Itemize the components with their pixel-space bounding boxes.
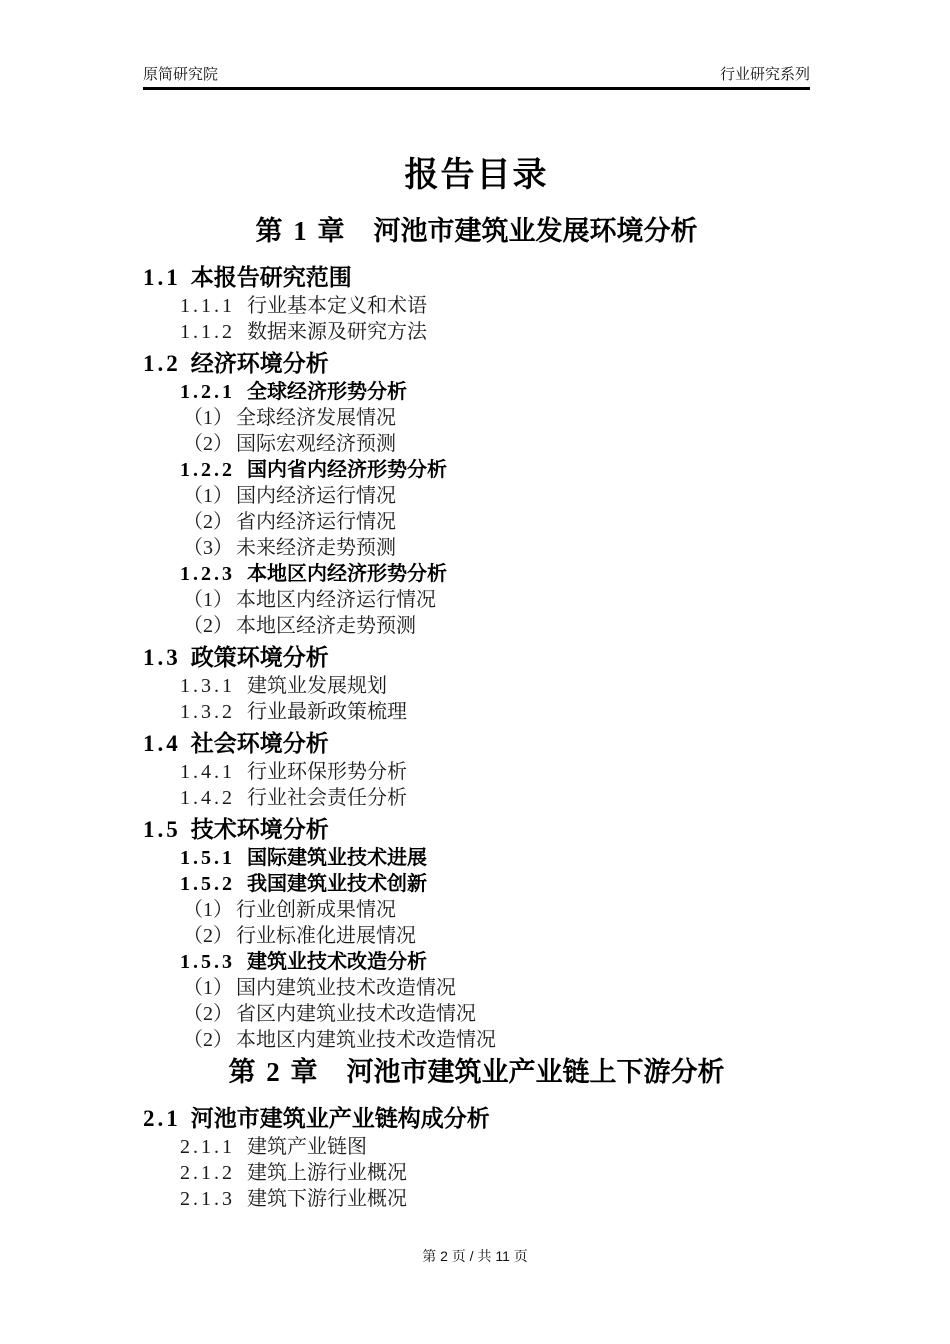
- toc-item-num: 2.1.2: [180, 1162, 235, 1185]
- toc-item: [143, 845, 810, 871]
- toc-item-text: 本地区内建筑业技术改造情况: [236, 1029, 496, 1052]
- toc-item: [143, 293, 810, 319]
- toc-section-num: 2.1: [143, 1106, 181, 1132]
- toc-item: [143, 1186, 810, 1212]
- toc-section-num: 1.3: [143, 645, 181, 671]
- toc-item-num: （1）: [183, 589, 233, 612]
- toc-item: [143, 457, 810, 483]
- toc-item-text: 省区内建筑业技术改造情况: [236, 1003, 476, 1026]
- toc-section-num: 1.5: [143, 817, 181, 843]
- toc-item: [143, 785, 810, 811]
- toc-item-text: 行业创新成果情况: [236, 899, 396, 922]
- toc-item-text: 全球经济发展情况: [236, 407, 396, 430]
- toc-section-title: 社会环境分析: [190, 731, 329, 757]
- toc-item-num: （2）: [183, 511, 233, 534]
- toc-section-num: 1.4: [143, 731, 181, 757]
- toc-item-text: 建筑业发展规划: [247, 675, 387, 698]
- toc-item-num: （2）: [183, 925, 233, 948]
- toc-item: [143, 379, 810, 405]
- toc-item: [143, 1134, 810, 1160]
- toc-item: [143, 1027, 810, 1053]
- toc-content: [143, 0, 810, 1212]
- toc-item-text: 国内经济运行情况: [236, 485, 396, 508]
- toc-item: [143, 1160, 810, 1186]
- toc-item-text: 本地区内经济运行情况: [236, 589, 436, 612]
- toc-item-num: 1.4.1: [180, 761, 235, 784]
- toc-item-num: 1.5.3: [180, 951, 235, 974]
- toc-item-text: 未来经济走势预测: [236, 537, 396, 560]
- toc-item-num: 2.1.1: [180, 1136, 235, 1159]
- chapter-title: 河池市建筑业发展环境分析: [373, 216, 698, 247]
- chapter-heading-1: [143, 216, 810, 247]
- toc-item-text: 行业最新政策梳理: [247, 701, 407, 724]
- toc-item-num: 1.2.3: [180, 563, 235, 586]
- toc-item-num: （1）: [183, 899, 233, 922]
- toc-item-num: 1.5.2: [180, 873, 235, 896]
- toc-item: [143, 897, 810, 923]
- toc-item-num: （3）: [183, 537, 233, 560]
- toc-section-num: 1.1: [143, 265, 181, 291]
- header-left-label: 原简研究院: [143, 66, 219, 83]
- toc-section-title: 河池市建筑业产业链构成分析: [190, 1106, 490, 1132]
- toc-item: [143, 699, 810, 725]
- toc-item: [143, 483, 810, 509]
- toc-item-text: 数据来源及研究方法: [247, 321, 427, 344]
- toc-item-text: 建筑下游行业概况: [247, 1188, 407, 1211]
- page-number: 第 2 页 / 共 11 页: [422, 1248, 528, 1264]
- toc-section-heading: [143, 349, 810, 379]
- toc-item-text: 国内建筑业技术改造情况: [236, 977, 456, 1000]
- chapter-title: 河池市建筑业产业链上下游分析: [346, 1057, 725, 1088]
- toc-item-num: （1）: [183, 407, 233, 430]
- toc-item-text: 全球经济形势分析: [247, 381, 407, 404]
- chapter-heading-2: [143, 1057, 810, 1088]
- toc-item: [143, 613, 810, 639]
- toc-item-text: 建筑产业链图: [247, 1136, 367, 1159]
- toc-item: [143, 923, 810, 949]
- toc-item: [143, 509, 810, 535]
- toc-item: [143, 871, 810, 897]
- toc-section-title: 技术环境分析: [190, 817, 329, 843]
- toc-item-text: 国际建筑业技术进展: [247, 847, 427, 870]
- chapter-label: 第 1 章: [255, 216, 347, 247]
- toc-item: [143, 673, 810, 699]
- toc-item-num: （2）: [183, 433, 233, 456]
- toc-section-heading: [143, 263, 810, 293]
- toc-item-num: 2.1.3: [180, 1188, 235, 1211]
- toc-section-title: 本报告研究范围: [190, 265, 352, 291]
- toc-item-text: 行业标准化进展情况: [236, 925, 416, 948]
- toc-item: [143, 949, 810, 975]
- header-right-label: 行业研究系列: [719, 66, 810, 83]
- toc-section-heading: [143, 729, 810, 759]
- doc-title: 报告目录: [404, 157, 549, 194]
- toc-section-title: 政策环境分析: [190, 645, 329, 671]
- toc-item-num: 1.4.2: [180, 787, 235, 810]
- toc-item: [143, 405, 810, 431]
- toc-item-text: 行业基本定义和术语: [247, 295, 427, 318]
- toc-list: [143, 216, 810, 1212]
- toc-item: [143, 759, 810, 785]
- toc-section-heading: [143, 815, 810, 845]
- toc-item: [143, 587, 810, 613]
- toc-item-text: 我国建筑业技术创新: [247, 873, 427, 896]
- toc-item: [143, 1001, 810, 1027]
- toc-item: [143, 975, 810, 1001]
- toc-section-heading: [143, 643, 810, 673]
- toc-item-text: 建筑业技术改造分析: [247, 951, 427, 974]
- toc-item: [143, 535, 810, 561]
- toc-section-title: 经济环境分析: [190, 351, 329, 377]
- toc-item: [143, 561, 810, 587]
- toc-item-text: 行业环保形势分析: [247, 761, 407, 784]
- toc-item-num: 1.1.2: [180, 321, 235, 344]
- toc-item-num: 1.2.1: [180, 381, 235, 404]
- toc-item-num: 1.5.1: [180, 847, 235, 870]
- toc-section-heading: [143, 1104, 810, 1134]
- toc-item-num: 1.3.1: [180, 675, 235, 698]
- toc-item-text: 本地区经济走势预测: [236, 615, 416, 638]
- chapter-label: 第 2 章: [228, 1057, 320, 1088]
- toc-item-text: 省内经济运行情况: [236, 511, 396, 534]
- toc-item-num: （1）: [183, 485, 233, 508]
- toc-item-text: 国际宏观经济预测: [236, 433, 396, 456]
- toc-item-text: 行业社会责任分析: [247, 787, 407, 810]
- toc-item-text: 国内省内经济形势分析: [247, 459, 447, 482]
- toc-item-num: （1）: [183, 977, 233, 1000]
- toc-item-text: 本地区内经济形势分析: [247, 563, 447, 586]
- toc-item-text: 建筑上游行业概况: [247, 1162, 407, 1185]
- page-footer: [0, 1246, 950, 1266]
- toc-item-num: 1.2.2: [180, 459, 235, 482]
- toc-item-num: （2）: [183, 1003, 233, 1026]
- toc-item-num: 1.3.2: [180, 701, 235, 724]
- toc-item: [143, 431, 810, 457]
- toc-item-num: （2）: [183, 1029, 233, 1052]
- toc-item-num: 1.1.1: [180, 295, 235, 318]
- toc-section-num: 1.2: [143, 351, 181, 377]
- toc-item-num: （2）: [183, 615, 233, 638]
- toc-item: [143, 319, 810, 345]
